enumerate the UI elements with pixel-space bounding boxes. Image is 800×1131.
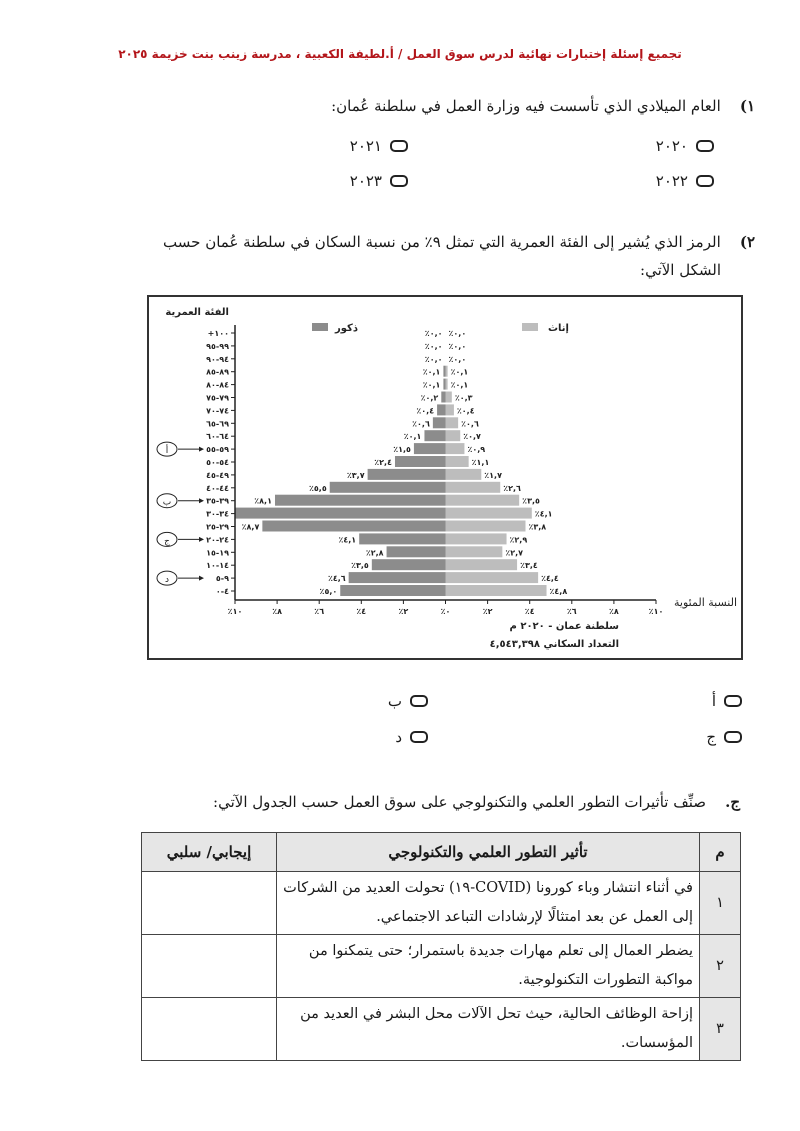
legend-label-males: ذكور: [335, 323, 358, 334]
bar-females: [446, 508, 532, 519]
data-label-males: ٪٠,١: [422, 367, 441, 377]
y-tick-label: ٥٩-٥٥: [206, 445, 229, 455]
x-tick-label: ٪٤: [524, 607, 535, 616]
data-label-females: ٪٠,٠: [448, 354, 467, 364]
radio-button[interactable]: [410, 695, 428, 707]
table-row: [142, 872, 741, 935]
data-label-females: ٪١,١: [471, 458, 490, 467]
bar-males: [368, 469, 446, 480]
data-label-females: ٪٠,٩: [467, 445, 486, 455]
q2-option-2[interactable]: [388, 692, 428, 710]
chart-subtitle: التعداد السكاني ٤,٥٤٣,٣٩٨: [489, 639, 619, 650]
data-label-males: ٪٠,٠: [424, 341, 443, 351]
q2-option-4[interactable]: [395, 728, 428, 746]
x-tick-label: ٪١٠: [227, 607, 243, 616]
effects-table: [141, 832, 741, 1061]
option-label: ٢٠٢٢: [655, 172, 688, 190]
marker-symbol: د: [164, 575, 170, 586]
bar-females: [446, 482, 501, 493]
data-label-females: ٪٠,١: [450, 367, 469, 377]
y-tick-label: ٨٩-٨٥: [206, 367, 229, 377]
q1-option-1[interactable]: [656, 137, 714, 155]
legend-label-females: إناث: [548, 323, 569, 334]
data-label-females: ٪٠,٠: [448, 329, 467, 338]
y-tick-label: ٤٩-٤٥: [206, 470, 229, 480]
data-label-females: ٪٠,٦: [461, 419, 479, 429]
data-label-females: ٪١,٧: [484, 470, 502, 480]
data-label-males: ٪٠,٦: [412, 419, 430, 429]
y-tick-label: ٧٤-٧٠: [206, 406, 229, 416]
data-label-males: ٪٨,١: [254, 496, 272, 506]
bar-females: [446, 392, 452, 403]
data-label-females: ٪٢,٧: [505, 548, 524, 558]
bar-females: [446, 404, 454, 415]
bar-males: [443, 366, 445, 377]
row-answer-cell[interactable]: [142, 998, 277, 1061]
y-tick-label: ٩٩-٩٥: [206, 341, 229, 351]
x-tick-label: ٪٨: [272, 607, 282, 616]
y-tick-label: ٤٤-٤٠: [206, 483, 229, 493]
data-label-males: ٪٠,١: [403, 432, 422, 442]
bar-females: [446, 585, 547, 596]
data-label-males: ٪٣,٥: [351, 561, 369, 571]
data-label-males: ٪٥,٠: [319, 587, 338, 596]
option-label: ب: [387, 692, 402, 710]
data-label-males: ٪٥,٥: [309, 483, 327, 493]
y-tick-label: ١٤-١٠: [206, 561, 229, 571]
radio-button[interactable]: [724, 731, 742, 743]
pyramid-svg: [149, 297, 741, 658]
x-tick-label: ٪٠: [440, 607, 451, 616]
question-3: [80, 788, 740, 816]
option-label: أ: [711, 692, 716, 710]
arrow-head-icon: [199, 447, 204, 452]
option-label: ٢٠٢٣: [349, 172, 382, 190]
arrow-head-icon: [199, 576, 204, 581]
legend-swatch-females: [522, 323, 538, 331]
data-label-females: ٪٠,١: [450, 380, 469, 390]
q2-option-1[interactable]: [712, 692, 742, 710]
question-1: [55, 92, 755, 120]
table-row: [142, 998, 741, 1061]
option-label: ٢٠٢٠: [655, 137, 688, 155]
data-label-females: ٪٢,٦: [503, 483, 521, 493]
option-label: ج: [706, 728, 716, 746]
x-tick-label: ٪٢: [482, 607, 493, 616]
bar-males: [387, 546, 446, 557]
y-tick-label: ٦٤-٦٠: [206, 432, 229, 442]
data-label-males: ٪٢,٨: [365, 548, 384, 558]
x-tick-label: ٪٦: [566, 607, 577, 616]
bar-females: [446, 469, 482, 480]
row-effect-text: في أثناء انتشار وباء كورونا (COVID-١٩) تحولت العديد من الشركات إلى العمل عن بعد امتثالًا لإرشادات التباعد الاجتماعي.: [277, 872, 700, 935]
bar-males: [395, 456, 446, 467]
question-1-text: العام الميلادي الذي تأسست فيه وزارة العمل في سلطنة عُمان:: [331, 97, 721, 115]
question-2-text-line2: الشكل الآتي:: [640, 261, 721, 279]
bar-males: [441, 392, 445, 403]
row-effect-text: إزاحة الوظائف الحالية، حيث تحل الآلات محل البشر في العديد من المؤسسات.: [277, 998, 700, 1061]
question-3-text: صنِّف تأثيرات التطور العلمي والتكنولوجي على سوق العمل حسب الجدول الآتي:: [213, 793, 707, 811]
bar-females: [446, 495, 520, 506]
arrow-head-icon: [199, 498, 204, 503]
y-tick-label: ١٩-١٥: [206, 548, 229, 558]
bar-females: [446, 559, 518, 570]
data-label-males: ٪٣,٧: [346, 470, 365, 480]
row-number: ٣: [700, 998, 741, 1061]
y-tick-label: ٧٩-٧٥: [206, 393, 229, 403]
table-header-row: [142, 833, 741, 872]
y-tick-label: ٩-٥: [215, 574, 229, 584]
bar-males: [275, 495, 446, 506]
y-tick-label: ٤-٠: [215, 587, 229, 596]
bar-females: [446, 572, 539, 583]
y-tick-label: ٢٤-٢٠: [206, 535, 229, 545]
table-row: [142, 935, 741, 998]
data-label-females: ٪٤,٤: [541, 574, 559, 584]
data-label-males: ٪٨,٧: [241, 522, 260, 532]
x-tick-label: ٪٤: [356, 607, 367, 616]
bar-males: [414, 443, 446, 454]
chart-title: سلطنة عمان - ٢٠٢٠ م: [509, 621, 619, 632]
radio-button[interactable]: [724, 695, 742, 707]
question-3-number: ج.: [725, 793, 740, 811]
bar-males: [359, 533, 445, 544]
y-axis-title: الفئة العمرية: [165, 307, 229, 318]
header-number: م: [700, 833, 741, 872]
data-label-females: ٪٣,٨: [528, 522, 547, 532]
bar-males: [349, 572, 446, 583]
x-tick-label: ٪٢: [398, 607, 409, 616]
marker-symbol: ج: [164, 536, 170, 547]
population-pyramid-chart: [147, 295, 743, 660]
bar-males: [330, 482, 446, 493]
x-tick-label: ٪١٠: [648, 607, 664, 616]
q1-option-3[interactable]: [656, 172, 714, 190]
row-answer-cell[interactable]: [142, 872, 277, 935]
y-tick-label: ٥٤-٥٠: [206, 458, 229, 467]
marker-symbol: ب: [162, 497, 172, 508]
bar-females: [446, 533, 507, 544]
bar-females: [446, 379, 448, 390]
option-label: ٢٠٢١: [349, 137, 382, 155]
data-label-males: ٪٤,١: [338, 535, 357, 545]
y-tick-label: ٩٤-٩٠: [206, 354, 229, 364]
data-label-males: ٪٠,٠: [424, 354, 443, 364]
question-1-number: ١): [739, 97, 755, 115]
data-label-males: ٪٠,٠: [424, 329, 443, 338]
x-axis-title: النسبة المئوية: [674, 596, 737, 609]
data-label-males: ٪٤,٦: [327, 574, 346, 584]
data-label-females: ٪٤,١: [534, 509, 553, 519]
x-tick-label: ٪٦: [314, 607, 325, 616]
document-header: تجميع إسئلة إختبارات نهائية لدرس سوق العمل / أ.لطيفة الكعبية ، مدرسة زينب بنت خزيمة ٢٠٢٥: [118, 47, 682, 61]
question-2-text-line1: الرمز الذي يُشير إلى الفئة العمرية التي تمثل ٩٪ من نسبة السكان في سلطنة عُمان حسب: [163, 233, 721, 251]
row-number: ٢: [700, 935, 741, 998]
y-tick-label: ٢٩-٢٥: [206, 522, 229, 532]
data-label-females: ٪٢,٩: [509, 535, 528, 545]
data-label-females: ٪٠,٤: [456, 406, 475, 416]
bar-females: [446, 521, 526, 532]
q1-option-2[interactable]: [350, 137, 408, 155]
data-label-males: ٪٠,١: [422, 380, 441, 390]
bar-males: [433, 417, 446, 428]
option-label: د: [395, 728, 402, 746]
bar-females: [446, 366, 448, 377]
bar-females: [446, 456, 469, 467]
bar-males: [424, 430, 445, 441]
x-tick-label: ٪٨: [609, 607, 619, 616]
arrow-head-icon: [199, 537, 204, 542]
q2-option-3[interactable]: [706, 728, 742, 746]
radio-button[interactable]: [390, 140, 408, 152]
marker-symbol: أ: [165, 446, 169, 457]
data-label-males: ٪١,٥: [393, 445, 411, 455]
row-number: ١: [700, 872, 741, 935]
data-label-males: ٪٢,٤: [374, 458, 392, 467]
bar-males: [437, 404, 445, 415]
bar-males: [340, 585, 445, 596]
y-tick-label: ٣٩-٣٥: [206, 496, 229, 506]
y-tick-label: ٨٤-٨٠: [206, 380, 229, 390]
data-label-females: ٪٠,٠: [448, 341, 467, 351]
data-label-females: ٪٣,٥: [522, 496, 540, 506]
row-effect-text: يضطر العمال إلى تعلم مهارات جديدة باستمرار؛ حتى يتمكنوا من مواكبة التطورات التكنولوجية.: [277, 935, 700, 998]
bar-females: [446, 443, 465, 454]
data-label-males: ٪٠,٤: [416, 406, 435, 416]
data-label-females: ٪٤,٨: [549, 587, 568, 596]
header-effect: تأثير التطور العلمي والتكنولوجي: [277, 833, 700, 872]
radio-button[interactable]: [696, 175, 714, 187]
radio-button[interactable]: [390, 175, 408, 187]
bar-males: [262, 521, 445, 532]
question-2: [135, 228, 755, 284]
bar-males: [235, 508, 446, 519]
data-label-females: ٪٠,٧: [463, 432, 481, 442]
bar-males: [443, 379, 445, 390]
legend-swatch-males: [312, 323, 328, 331]
data-label-males: ٪٠,٢: [420, 393, 439, 403]
bar-females: [446, 546, 503, 557]
radio-button[interactable]: [696, 140, 714, 152]
row-answer-cell[interactable]: [142, 935, 277, 998]
bar-females: [446, 417, 459, 428]
y-tick-label: +١٠٠: [207, 329, 229, 338]
radio-button[interactable]: [410, 731, 428, 743]
data-label-females: ٪٣,٤: [520, 561, 538, 571]
y-tick-label: ٦٩-٦٥: [206, 419, 229, 429]
q1-option-4[interactable]: [350, 172, 408, 190]
y-tick-label: ٣٤-٣٠: [206, 509, 229, 519]
header-classification: إيجابي/ سلبي: [142, 833, 277, 872]
question-2-number: ٢): [739, 233, 755, 251]
bar-males: [372, 559, 446, 570]
data-label-females: ٪٠,٣: [454, 393, 473, 403]
bar-females: [446, 430, 461, 441]
